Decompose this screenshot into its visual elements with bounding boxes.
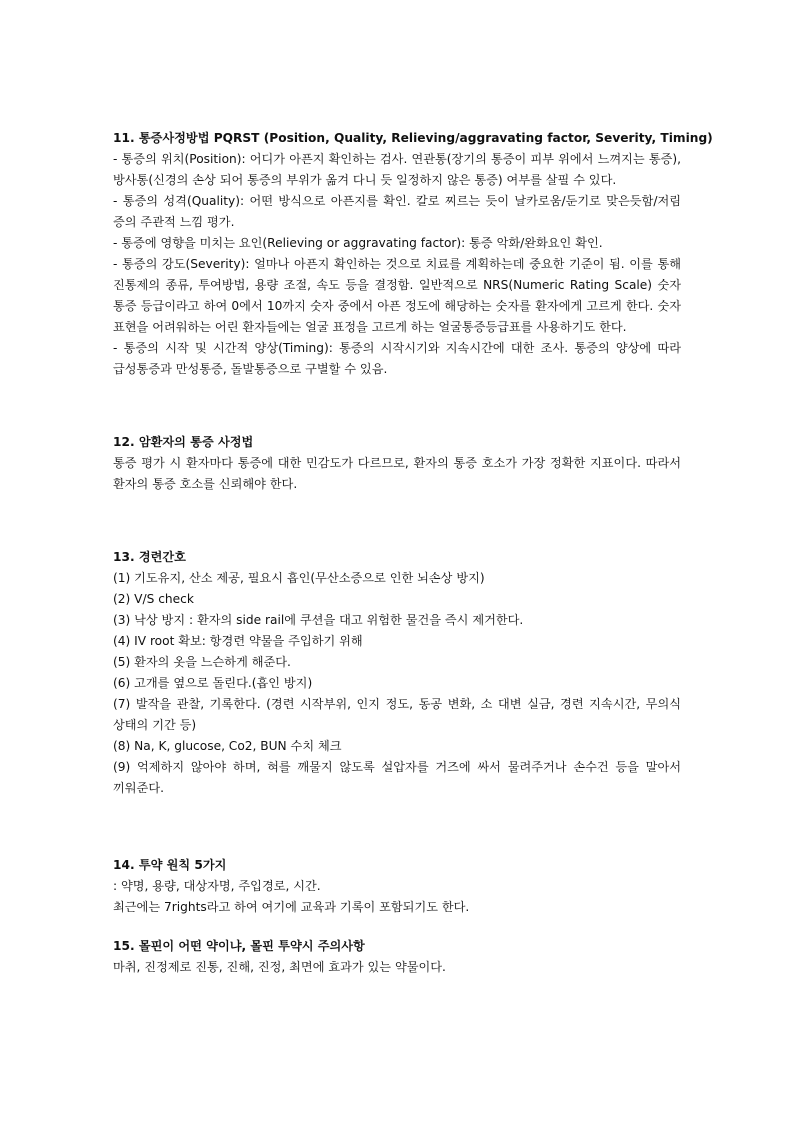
section-15-body: 마취, 진정제로 진통, 진해, 진정, 최면에 효과가 있는 약물이다.	[113, 960, 446, 974]
section-14-line: 최근에는 7rights라고 하여 여기에 교육과 기록이 포함되기도 한다.	[113, 900, 470, 914]
section-14	[113, 855, 681, 918]
list-item: (7) 발작을 관찰, 기록한다. (경련 시작부위, 인지 정도, 동공 변화, 소 대변 실금, 경련 지속시간, 무의식 상태의 기간 등)	[113, 697, 681, 732]
list-item: (1) 기도유지, 산소 제공, 필요시 흡인(무산소증으로 인한 뇌손상 방지)	[113, 571, 485, 585]
spacer	[113, 799, 681, 855]
section-11-paragraph: - 통증의 성격(Quality): 어떤 방식으로 아픈지를 확인. 칼로 찌르는 듯이 날카로움/둔기로 맞은듯함/저림 증의 주관적 느낌 평가.	[113, 194, 681, 229]
list-item: (4) IV root 확보: 항경련 약물을 주입하기 위해	[113, 634, 363, 648]
list-item: (9) 억제하지 않아야 하며, 혀를 깨물지 않도록 설압자를 거즈에 싸서 물려주거나 손수건 등을 말아서 끼워준다.	[113, 760, 681, 795]
list-item: (8) Na, K, glucose, Co2, BUN 수치 체크	[113, 739, 342, 753]
section-13-title: 13. 경련간호	[113, 550, 186, 564]
spacer	[113, 380, 681, 432]
section-13	[113, 547, 681, 799]
section-11-paragraph: - 통증의 시작 및 시간적 양상(Timing): 통증의 시작시기와 지속시간에 대한 조사. 통증의 양상에 따라 급성통증과 만성통증, 돌발통증으로 구별할 수 있음.	[113, 341, 681, 376]
document-page	[113, 128, 713, 978]
section-12-body: 통증 평가 시 환자마다 통증에 대한 민감도가 다르므로, 환자의 통증 호소가 가장 정확한 지표이다. 따라서 환자의 통증 호소를 신뢰해야 한다.	[113, 456, 681, 491]
list-item: (3) 낙상 방지 : 환자의 side rail에 쿠션을 대고 위험한 물건을 즉시 제거한다.	[113, 613, 524, 627]
section-14-line: : 약명, 용량, 대상자명, 주입경로, 시간.	[113, 879, 321, 893]
list-item: (5) 환자의 옷을 느슨하게 해준다.	[113, 655, 291, 669]
section-11-paragraph: - 통증에 영향을 미치는 요인(Relieving or aggravating factor): 통증 악화/완화요인 확인.	[113, 236, 603, 250]
section-15-title: 15. 몰핀이 어떤 약이냐, 몰핀 투약시 주의사항	[113, 939, 365, 953]
section-14-title: 14. 투약 원칙 5가지	[113, 858, 227, 872]
section-11-paragraph: - 통증의 위치(Position): 어디가 아픈지 확인하는 검사. 연관통(장기의 통증이 피부 위에서 느껴지는 통증), 방사통(신경의 손상 되어 통증의 부위가 옮겨 다니 듯 일정하지 않은 통증) 여부를 살필 수 있다.	[113, 152, 681, 187]
section-11-paragraph: - 통증의 강도(Severity): 얼마나 아픈지 확인하는 것으로 치료를 계획하는데 중요한 기준이 됨. 이를 통해 진통제의 종류, 투여방법, 용량 조절, 속도 등을 결정함. 일반적으로 NRS(Numeric Rating Scale) 숫자 통증 등급이라고 하여 0에서 10까지 숫자 중에서 아픈 정도에 해당하는 숫자를 환자에게 고르게 한다. 숫자 표현을 어려워하는 어린 환자들에는 얼굴 표정을 고르게 하는 얼굴통증등급표를 사용하기도 한다.	[113, 257, 681, 334]
list-item: (6) 고개를 옆으로 돌린다.(흡인 방지)	[113, 676, 313, 690]
list-item: (2) V/S check	[113, 592, 194, 606]
section-12-title: 12. 암환자의 통증 사정법	[113, 435, 254, 449]
spacer	[113, 918, 681, 936]
spacer	[113, 495, 681, 547]
section-12	[113, 432, 681, 495]
section-15	[113, 936, 681, 978]
section-11	[113, 128, 713, 380]
section-11-title: 11. 통증사정방법 PQRST (Position, Quality, Relieving/aggravating factor, Severity, Timing)	[113, 131, 713, 145]
